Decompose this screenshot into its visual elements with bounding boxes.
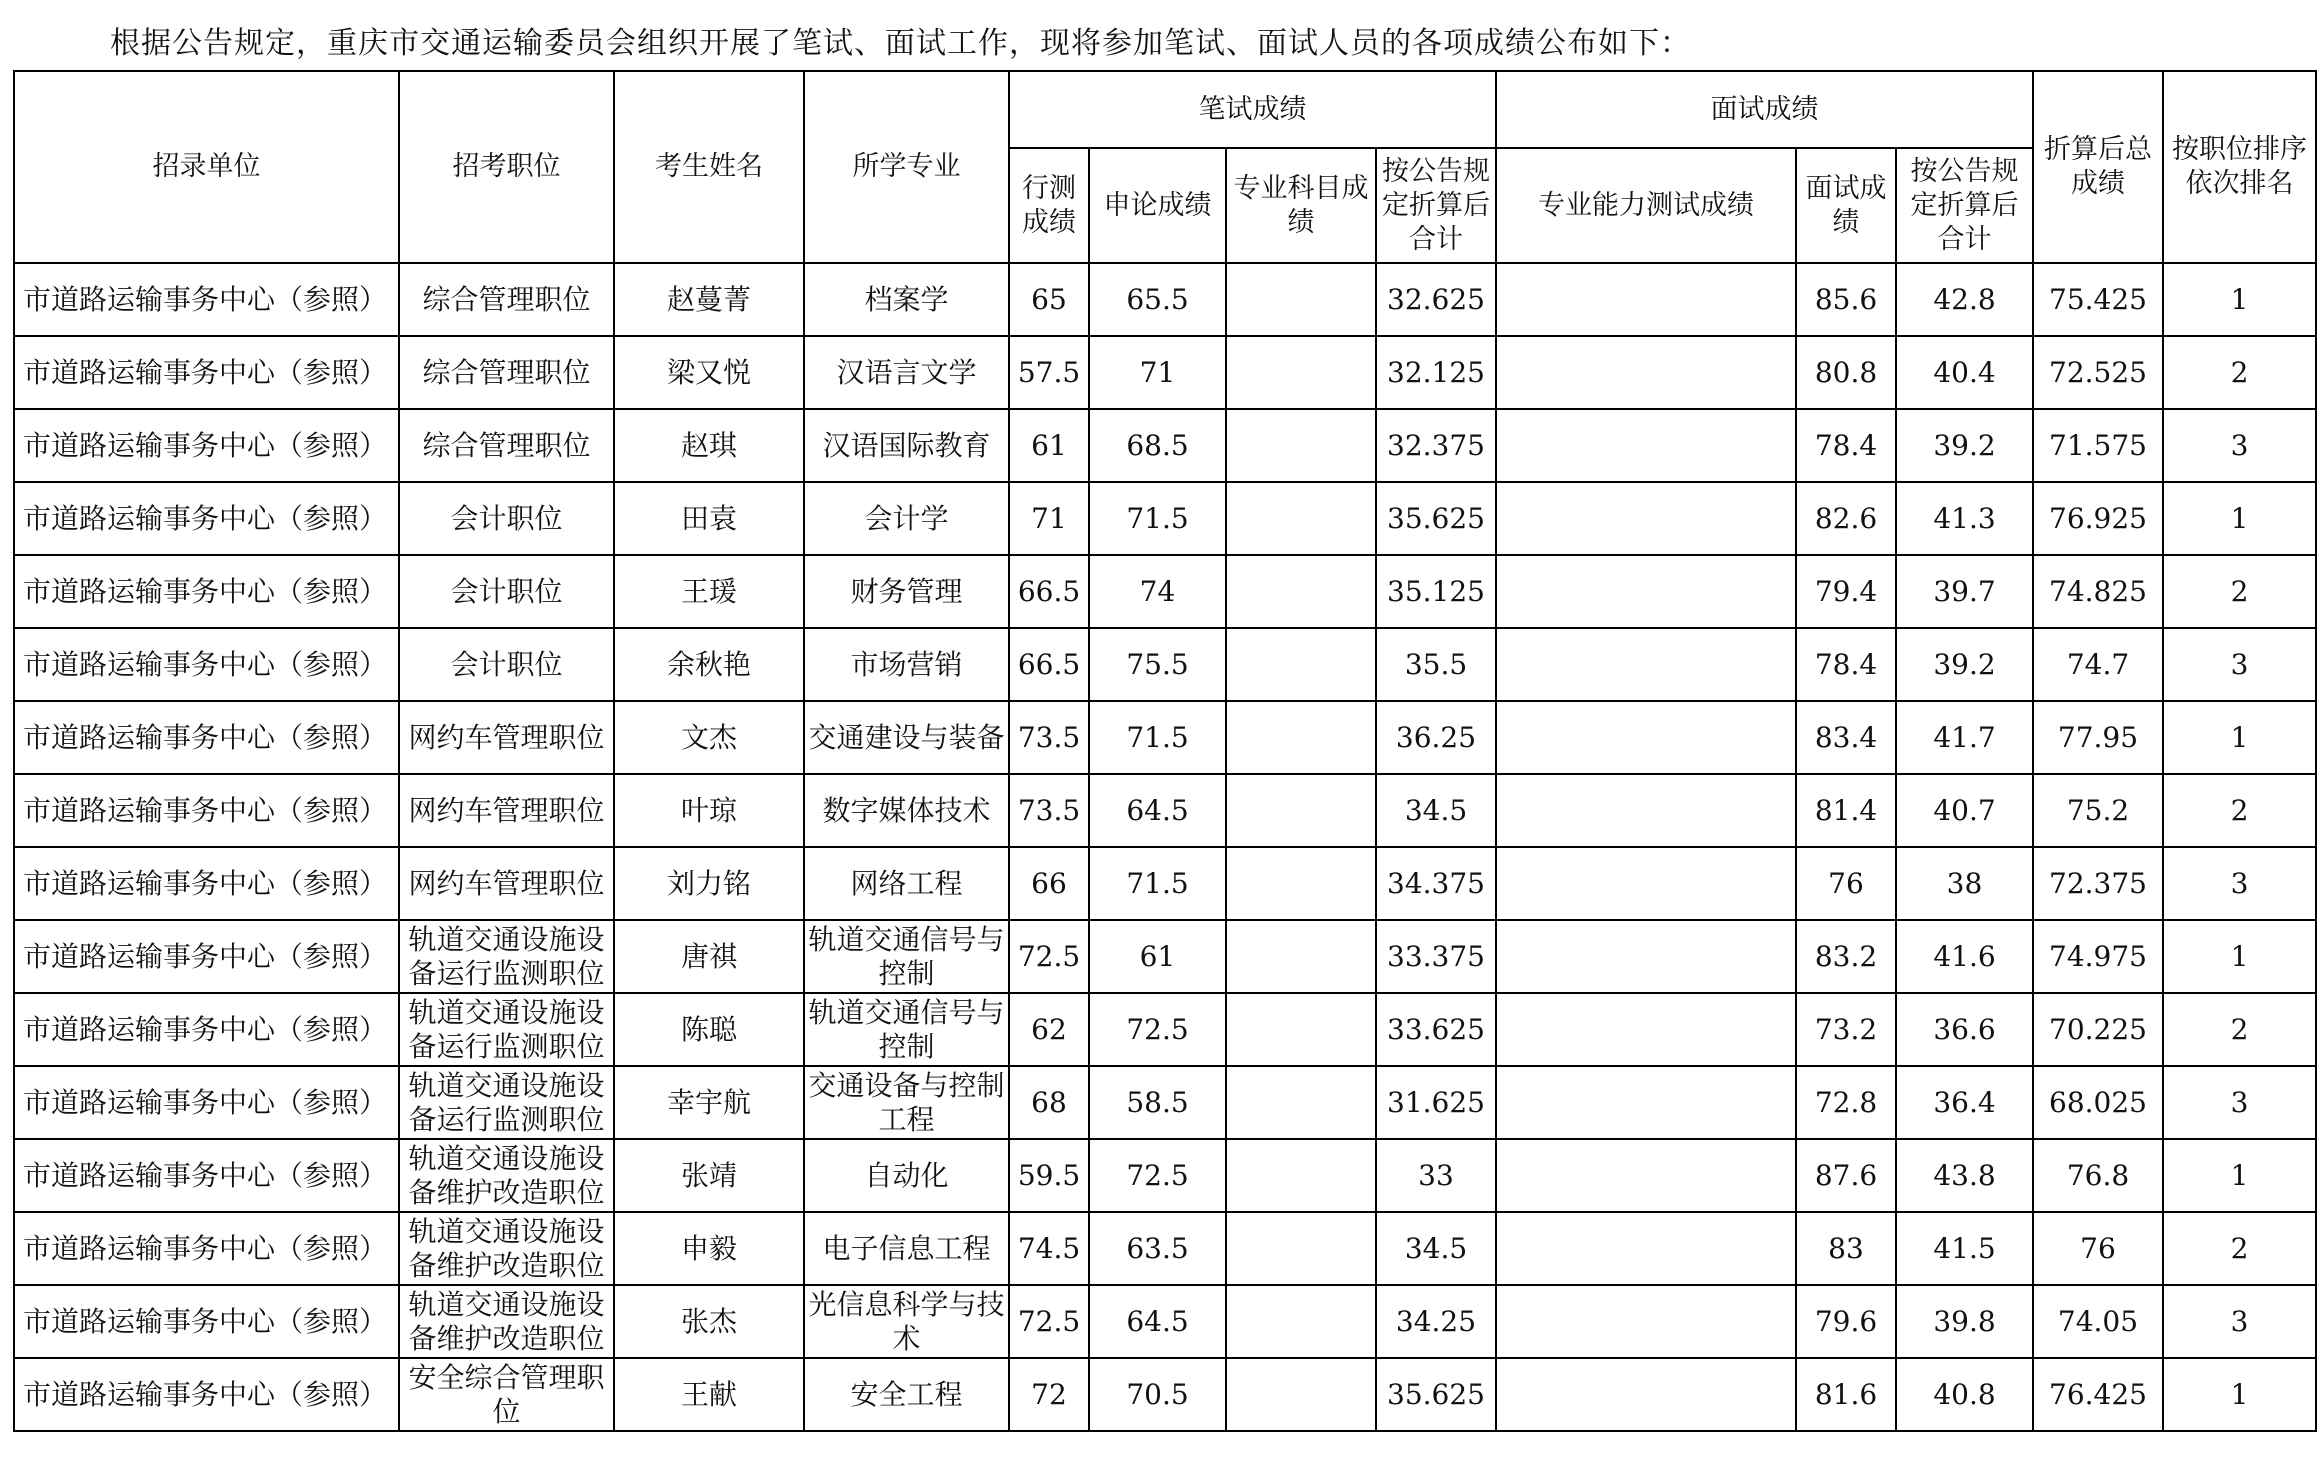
cell-xingce: 66 (1009, 847, 1089, 920)
cell-ability (1496, 336, 1796, 409)
cell-total: 70.225 (2033, 993, 2163, 1066)
table-row (14, 555, 2316, 628)
cell-shenlun: 75.5 (1089, 628, 1226, 701)
cell-written-converted: 34.5 (1376, 774, 1496, 847)
header-ability-test: 专业能力测试成绩 (1496, 148, 1796, 263)
table-row (14, 1139, 2316, 1212)
cell-interview: 79.6 (1796, 1285, 1896, 1358)
cell-ability (1496, 263, 1796, 336)
cell-rank: 3 (2163, 628, 2316, 701)
cell-unit: 市道路运输事务中心（参照） (14, 336, 399, 409)
table-row (14, 774, 2316, 847)
header-unit: 招录单位 (14, 71, 399, 263)
cell-interview: 83.4 (1796, 701, 1896, 774)
cell-unit: 市道路运输事务中心（参照） (14, 1358, 399, 1431)
cell-xingce: 72 (1009, 1358, 1089, 1431)
cell-interview-converted: 39.2 (1896, 409, 2033, 482)
cell-position: 轨道交通设施设备维护改造职位 (399, 1139, 614, 1212)
cell-rank: 1 (2163, 1358, 2316, 1431)
cell-xingce: 62 (1009, 993, 1089, 1066)
header-interview-group: 面试成绩 (1496, 71, 2033, 148)
cell-rank: 1 (2163, 482, 2316, 555)
cell-professional (1226, 336, 1376, 409)
cell-ability (1496, 628, 1796, 701)
cell-major: 安全工程 (804, 1358, 1009, 1431)
cell-ability (1496, 1358, 1796, 1431)
cell-major: 自动化 (804, 1139, 1009, 1212)
cell-total: 74.825 (2033, 555, 2163, 628)
cell-interview: 72.8 (1796, 1066, 1896, 1139)
table-row (14, 336, 2316, 409)
cell-rank: 2 (2163, 555, 2316, 628)
cell-written-converted: 33.625 (1376, 993, 1496, 1066)
cell-total: 74.7 (2033, 628, 2163, 701)
cell-total: 71.575 (2033, 409, 2163, 482)
cell-ability (1496, 1212, 1796, 1285)
cell-unit: 市道路运输事务中心（参照） (14, 409, 399, 482)
cell-rank: 2 (2163, 774, 2316, 847)
cell-shenlun: 58.5 (1089, 1066, 1226, 1139)
cell-total: 76.8 (2033, 1139, 2163, 1212)
cell-ability (1496, 1285, 1796, 1358)
cell-ability (1496, 1066, 1796, 1139)
cell-rank: 2 (2163, 1212, 2316, 1285)
cell-position: 轨道交通设施设备运行监测职位 (399, 993, 614, 1066)
cell-written-converted: 31.625 (1376, 1066, 1496, 1139)
cell-total: 76 (2033, 1212, 2163, 1285)
cell-shenlun: 61 (1089, 920, 1226, 993)
cell-written-converted: 33 (1376, 1139, 1496, 1212)
cell-position: 综合管理职位 (399, 263, 614, 336)
cell-xingce: 61 (1009, 409, 1089, 482)
cell-interview: 78.4 (1796, 409, 1896, 482)
cell-major: 会计学 (804, 482, 1009, 555)
cell-written-converted: 32.625 (1376, 263, 1496, 336)
cell-written-converted: 32.125 (1376, 336, 1496, 409)
cell-interview-converted: 41.6 (1896, 920, 2033, 993)
cell-written-converted: 34.5 (1376, 1212, 1496, 1285)
cell-unit: 市道路运输事务中心（参照） (14, 993, 399, 1066)
cell-unit: 市道路运输事务中心（参照） (14, 847, 399, 920)
cell-xingce: 72.5 (1009, 1285, 1089, 1358)
cell-major: 轨道交通信号与控制 (804, 993, 1009, 1066)
cell-total: 74.975 (2033, 920, 2163, 993)
cell-position: 综合管理职位 (399, 336, 614, 409)
cell-name: 王瑗 (614, 555, 804, 628)
cell-name: 田袁 (614, 482, 804, 555)
cell-interview: 82.6 (1796, 482, 1896, 555)
cell-name: 赵蔓菁 (614, 263, 804, 336)
cell-name: 叶琼 (614, 774, 804, 847)
cell-position: 轨道交通设施设备运行监测职位 (399, 920, 614, 993)
cell-unit: 市道路运输事务中心（参照） (14, 774, 399, 847)
cell-major: 档案学 (804, 263, 1009, 336)
cell-major: 汉语言文学 (804, 336, 1009, 409)
cell-shenlun: 74 (1089, 555, 1226, 628)
cell-interview-converted: 36.4 (1896, 1066, 2033, 1139)
cell-unit: 市道路运输事务中心（参照） (14, 555, 399, 628)
cell-interview: 85.6 (1796, 263, 1896, 336)
cell-major: 网络工程 (804, 847, 1009, 920)
cell-professional (1226, 774, 1376, 847)
cell-position: 会计职位 (399, 482, 614, 555)
cell-ability (1496, 482, 1796, 555)
cell-xingce: 59.5 (1009, 1139, 1089, 1212)
cell-interview: 78.4 (1796, 628, 1896, 701)
cell-position: 轨道交通设施设备维护改造职位 (399, 1285, 614, 1358)
cell-name: 张杰 (614, 1285, 804, 1358)
cell-major: 财务管理 (804, 555, 1009, 628)
cell-xingce: 66.5 (1009, 555, 1089, 628)
cell-unit: 市道路运输事务中心（参照） (14, 1285, 399, 1358)
cell-name: 余秋艳 (614, 628, 804, 701)
cell-interview: 81.6 (1796, 1358, 1896, 1431)
cell-position: 网约车管理职位 (399, 701, 614, 774)
cell-unit: 市道路运输事务中心（参照） (14, 1139, 399, 1212)
header-position: 招考职位 (399, 71, 614, 263)
cell-rank: 2 (2163, 336, 2316, 409)
cell-shenlun: 72.5 (1089, 993, 1226, 1066)
cell-major: 市场营销 (804, 628, 1009, 701)
cell-position: 轨道交通设施设备运行监测职位 (399, 1066, 614, 1139)
cell-xingce: 65 (1009, 263, 1089, 336)
table-row (14, 920, 2316, 993)
cell-interview-converted: 43.8 (1896, 1139, 2033, 1212)
cell-rank: 3 (2163, 409, 2316, 482)
cell-shenlun: 64.5 (1089, 1285, 1226, 1358)
cell-shenlun: 65.5 (1089, 263, 1226, 336)
table-row (14, 409, 2316, 482)
cell-name: 申毅 (614, 1212, 804, 1285)
table-row (14, 1212, 2316, 1285)
cell-shenlun: 71.5 (1089, 701, 1226, 774)
header-shenlun: 申论成绩 (1089, 148, 1226, 263)
cell-interview-converted: 39.8 (1896, 1285, 2033, 1358)
cell-unit: 市道路运输事务中心（参照） (14, 701, 399, 774)
cell-professional (1226, 701, 1376, 774)
cell-total: 75.2 (2033, 774, 2163, 847)
header-major: 所学专业 (804, 71, 1009, 263)
intro-text: 根据公告规定，重庆市交通运输委员会组织开展了笔试、面试工作，现将参加笔试、面试人员的各项成绩公布如下： (110, 26, 1691, 61)
header-xingce: 行测成绩 (1009, 148, 1089, 263)
header-name: 考生姓名 (614, 71, 804, 263)
cell-name: 梁又悦 (614, 336, 804, 409)
cell-unit: 市道路运输事务中心（参照） (14, 920, 399, 993)
cell-name: 刘力铭 (614, 847, 804, 920)
cell-rank: 3 (2163, 847, 2316, 920)
cell-interview: 83.2 (1796, 920, 1896, 993)
table-row (14, 847, 2316, 920)
cell-total: 72.525 (2033, 336, 2163, 409)
cell-ability (1496, 701, 1796, 774)
cell-position: 网约车管理职位 (399, 847, 614, 920)
cell-rank: 2 (2163, 993, 2316, 1066)
cell-written-converted: 35.125 (1376, 555, 1496, 628)
score-table (13, 70, 2317, 1432)
cell-professional (1226, 1139, 1376, 1212)
cell-name: 张靖 (614, 1139, 804, 1212)
cell-ability (1496, 920, 1796, 993)
cell-shenlun: 71.5 (1089, 482, 1226, 555)
cell-professional (1226, 628, 1376, 701)
cell-interview: 79.4 (1796, 555, 1896, 628)
cell-shenlun: 68.5 (1089, 409, 1226, 482)
cell-rank: 1 (2163, 701, 2316, 774)
cell-interview-converted: 40.8 (1896, 1358, 2033, 1431)
cell-unit: 市道路运输事务中心（参照） (14, 482, 399, 555)
cell-unit: 市道路运输事务中心（参照） (14, 1212, 399, 1285)
cell-ability (1496, 847, 1796, 920)
header-rank: 按职位排序依次排名 (2163, 71, 2316, 263)
cell-shenlun: 70.5 (1089, 1358, 1226, 1431)
cell-total: 68.025 (2033, 1066, 2163, 1139)
cell-rank: 3 (2163, 1066, 2316, 1139)
header-interview-converted: 按公告规定折算后合计 (1896, 148, 2033, 263)
cell-unit: 市道路运输事务中心（参照） (14, 628, 399, 701)
cell-xingce: 73.5 (1009, 701, 1089, 774)
cell-interview-converted: 41.3 (1896, 482, 2033, 555)
header-written-converted: 按公告规定折算后合计 (1376, 148, 1496, 263)
cell-total: 75.425 (2033, 263, 2163, 336)
cell-ability (1496, 774, 1796, 847)
cell-major: 交通设备与控制工程 (804, 1066, 1009, 1139)
cell-major: 数字媒体技术 (804, 774, 1009, 847)
cell-xingce: 72.5 (1009, 920, 1089, 993)
table-row (14, 1358, 2316, 1431)
cell-ability (1496, 555, 1796, 628)
cell-total: 76.425 (2033, 1358, 2163, 1431)
cell-written-converted: 32.375 (1376, 409, 1496, 482)
cell-professional (1226, 993, 1376, 1066)
table-row (14, 263, 2316, 336)
cell-name: 文杰 (614, 701, 804, 774)
cell-written-converted: 35.5 (1376, 628, 1496, 701)
cell-written-converted: 33.375 (1376, 920, 1496, 993)
cell-written-converted: 36.25 (1376, 701, 1496, 774)
header-professional: 专业科目成绩 (1226, 148, 1376, 263)
cell-professional (1226, 1066, 1376, 1139)
cell-total: 74.05 (2033, 1285, 2163, 1358)
cell-name: 陈聪 (614, 993, 804, 1066)
cell-interview-converted: 38 (1896, 847, 2033, 920)
cell-interview: 76 (1796, 847, 1896, 920)
cell-major: 电子信息工程 (804, 1212, 1009, 1285)
cell-interview: 73.2 (1796, 993, 1896, 1066)
cell-interview-converted: 40.7 (1896, 774, 2033, 847)
cell-shenlun: 72.5 (1089, 1139, 1226, 1212)
cell-xingce: 71 (1009, 482, 1089, 555)
cell-xingce: 73.5 (1009, 774, 1089, 847)
table-row (14, 701, 2316, 774)
cell-interview: 81.4 (1796, 774, 1896, 847)
cell-position: 轨道交通设施设备维护改造职位 (399, 1212, 614, 1285)
header-written-group: 笔试成绩 (1009, 71, 1496, 148)
cell-ability (1496, 993, 1796, 1066)
cell-total: 77.95 (2033, 701, 2163, 774)
cell-shenlun: 63.5 (1089, 1212, 1226, 1285)
cell-rank: 1 (2163, 920, 2316, 993)
cell-interview-converted: 40.4 (1896, 336, 2033, 409)
cell-interview: 80.8 (1796, 336, 1896, 409)
cell-rank: 3 (2163, 1285, 2316, 1358)
table-row (14, 628, 2316, 701)
cell-name: 唐祺 (614, 920, 804, 993)
cell-ability (1496, 1139, 1796, 1212)
cell-shenlun: 71.5 (1089, 847, 1226, 920)
cell-major: 光信息科学与技术 (804, 1285, 1009, 1358)
cell-interview: 87.6 (1796, 1139, 1896, 1212)
cell-name: 王献 (614, 1358, 804, 1431)
cell-major: 交通建设与装备 (804, 701, 1009, 774)
cell-position: 会计职位 (399, 555, 614, 628)
cell-professional (1226, 409, 1376, 482)
cell-professional (1226, 482, 1376, 555)
table-row (14, 482, 2316, 555)
cell-professional (1226, 1285, 1376, 1358)
cell-xingce: 57.5 (1009, 336, 1089, 409)
cell-total: 72.375 (2033, 847, 2163, 920)
cell-interview-converted: 42.8 (1896, 263, 2033, 336)
cell-shenlun: 64.5 (1089, 774, 1226, 847)
cell-interview-converted: 36.6 (1896, 993, 2033, 1066)
cell-written-converted: 35.625 (1376, 482, 1496, 555)
cell-written-converted: 35.625 (1376, 1358, 1496, 1431)
cell-interview-converted: 41.5 (1896, 1212, 2033, 1285)
cell-unit: 市道路运输事务中心（参照） (14, 263, 399, 336)
cell-name: 赵琪 (614, 409, 804, 482)
cell-xingce: 74.5 (1009, 1212, 1089, 1285)
table-row (14, 1066, 2316, 1139)
header-total: 折算后总成绩 (2033, 71, 2163, 263)
cell-written-converted: 34.25 (1376, 1285, 1496, 1358)
cell-written-converted: 34.375 (1376, 847, 1496, 920)
cell-name: 幸宇航 (614, 1066, 804, 1139)
cell-rank: 1 (2163, 263, 2316, 336)
cell-major: 汉语国际教育 (804, 409, 1009, 482)
cell-ability (1496, 409, 1796, 482)
cell-professional (1226, 1358, 1376, 1431)
cell-major: 轨道交通信号与控制 (804, 920, 1009, 993)
cell-position: 安全综合管理职位 (399, 1358, 614, 1431)
cell-xingce: 68 (1009, 1066, 1089, 1139)
cell-position: 网约车管理职位 (399, 774, 614, 847)
table-row (14, 1285, 2316, 1358)
cell-interview-converted: 39.7 (1896, 555, 2033, 628)
cell-shenlun: 71 (1089, 336, 1226, 409)
cell-professional (1226, 555, 1376, 628)
cell-position: 会计职位 (399, 628, 614, 701)
cell-interview: 83 (1796, 1212, 1896, 1285)
cell-professional (1226, 1212, 1376, 1285)
cell-rank: 1 (2163, 1139, 2316, 1212)
cell-unit: 市道路运输事务中心（参照） (14, 1066, 399, 1139)
cell-professional (1226, 263, 1376, 336)
cell-interview-converted: 39.2 (1896, 628, 2033, 701)
cell-professional (1226, 847, 1376, 920)
header-interview: 面试成绩 (1796, 148, 1896, 263)
cell-interview-converted: 41.7 (1896, 701, 2033, 774)
cell-xingce: 66.5 (1009, 628, 1089, 701)
cell-position: 综合管理职位 (399, 409, 614, 482)
table-row (14, 993, 2316, 1066)
cell-total: 76.925 (2033, 482, 2163, 555)
cell-professional (1226, 920, 1376, 993)
